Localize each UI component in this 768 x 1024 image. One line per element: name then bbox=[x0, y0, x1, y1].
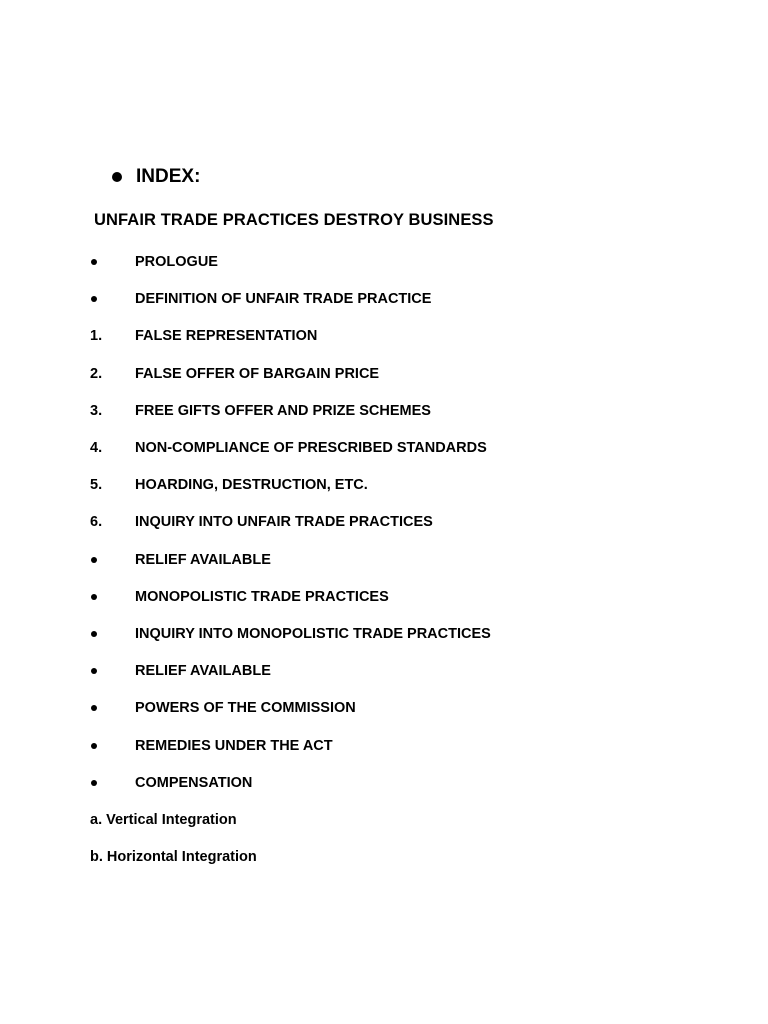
list-item-text: HOARDING, DESTRUCTION, ETC. bbox=[135, 477, 368, 493]
list-item bbox=[90, 512, 433, 532]
list-item bbox=[90, 847, 257, 867]
list-marker bbox=[90, 705, 135, 711]
list-item bbox=[90, 810, 237, 830]
bullet-icon bbox=[91, 705, 97, 711]
list-item-text: INQUIRY INTO MONOPOLISTIC TRADE PRACTICES bbox=[135, 626, 491, 642]
list-marker bbox=[90, 557, 135, 563]
list-item-text: REMEDIES UNDER THE ACT bbox=[135, 738, 333, 754]
list-item bbox=[90, 438, 487, 458]
list-number bbox=[90, 849, 103, 865]
list-marker bbox=[90, 296, 135, 302]
list-number-text: 6. bbox=[90, 514, 103, 530]
list-item bbox=[90, 364, 379, 384]
bullet-icon bbox=[91, 668, 97, 674]
list-number-text: 1. bbox=[90, 328, 103, 344]
bullet-icon bbox=[91, 557, 97, 563]
list-marker bbox=[90, 743, 135, 749]
list-item bbox=[90, 773, 252, 793]
list-number-text: a. bbox=[90, 812, 103, 828]
list-number bbox=[90, 366, 135, 382]
list-number bbox=[90, 403, 135, 419]
list-number bbox=[90, 440, 135, 456]
list-number-text: 2. bbox=[90, 366, 103, 382]
list-marker bbox=[90, 259, 135, 265]
bullet-icon bbox=[91, 594, 97, 600]
list-marker bbox=[90, 668, 135, 674]
list-number-text: b. bbox=[90, 849, 103, 865]
list-item bbox=[90, 289, 431, 309]
list-item bbox=[90, 550, 271, 570]
bullet-icon bbox=[91, 259, 97, 265]
list-item-text: DEFINITION OF UNFAIR TRADE PRACTICE bbox=[135, 291, 432, 307]
list-item bbox=[90, 736, 333, 756]
index-heading-text: INDEX: bbox=[136, 166, 201, 187]
list-item bbox=[90, 624, 491, 644]
list-number bbox=[90, 328, 135, 344]
list-item-text: Horizontal Integration bbox=[106, 849, 257, 865]
bullet-icon bbox=[91, 743, 97, 749]
list-item-text: FALSE OFFER OF BARGAIN PRICE bbox=[135, 366, 380, 382]
list-item bbox=[90, 252, 218, 272]
list-item-text: POWERS OF THE COMMISSION bbox=[135, 700, 356, 716]
list-item-text: COMPENSATION bbox=[135, 775, 253, 791]
bullet-icon bbox=[91, 631, 97, 637]
list-item-text: INQUIRY INTO UNFAIR TRADE PRACTICES bbox=[135, 514, 433, 530]
list-item-text: NON-COMPLIANCE OF PRESCRIBED STANDARDS bbox=[135, 440, 487, 456]
list-marker bbox=[90, 594, 135, 600]
list-item bbox=[90, 661, 271, 681]
bullet-icon bbox=[91, 296, 97, 302]
list-item bbox=[90, 401, 431, 421]
list-marker bbox=[90, 780, 135, 786]
list-number bbox=[90, 514, 135, 530]
list-item-text: MONOPOLISTIC TRADE PRACTICES bbox=[135, 589, 389, 605]
bullet-icon bbox=[91, 780, 97, 786]
list-number bbox=[90, 812, 102, 828]
document-title: UNFAIR TRADE PRACTICES DESTROY BUSINESS bbox=[94, 211, 494, 229]
list-number bbox=[90, 477, 135, 493]
list-number-text: 4. bbox=[90, 440, 103, 456]
list-item-text: RELIEF AVAILABLE bbox=[135, 663, 271, 679]
list-item bbox=[90, 698, 356, 718]
list-item-text: PROLOGUE bbox=[135, 254, 218, 270]
list-number-text: 5. bbox=[90, 477, 103, 493]
list-item bbox=[90, 587, 389, 607]
list-item bbox=[90, 475, 368, 495]
list-item bbox=[90, 326, 317, 346]
list-item-text: FREE GIFTS OFFER AND PRIZE SCHEMES bbox=[135, 403, 431, 419]
list-item-text: Vertical Integration bbox=[106, 812, 237, 828]
list-item-text: FALSE REPRESENTATION bbox=[135, 328, 318, 344]
list-number-text: 3. bbox=[90, 403, 103, 419]
list-item-text: RELIEF AVAILABLE bbox=[135, 552, 271, 568]
list-marker bbox=[90, 631, 135, 637]
